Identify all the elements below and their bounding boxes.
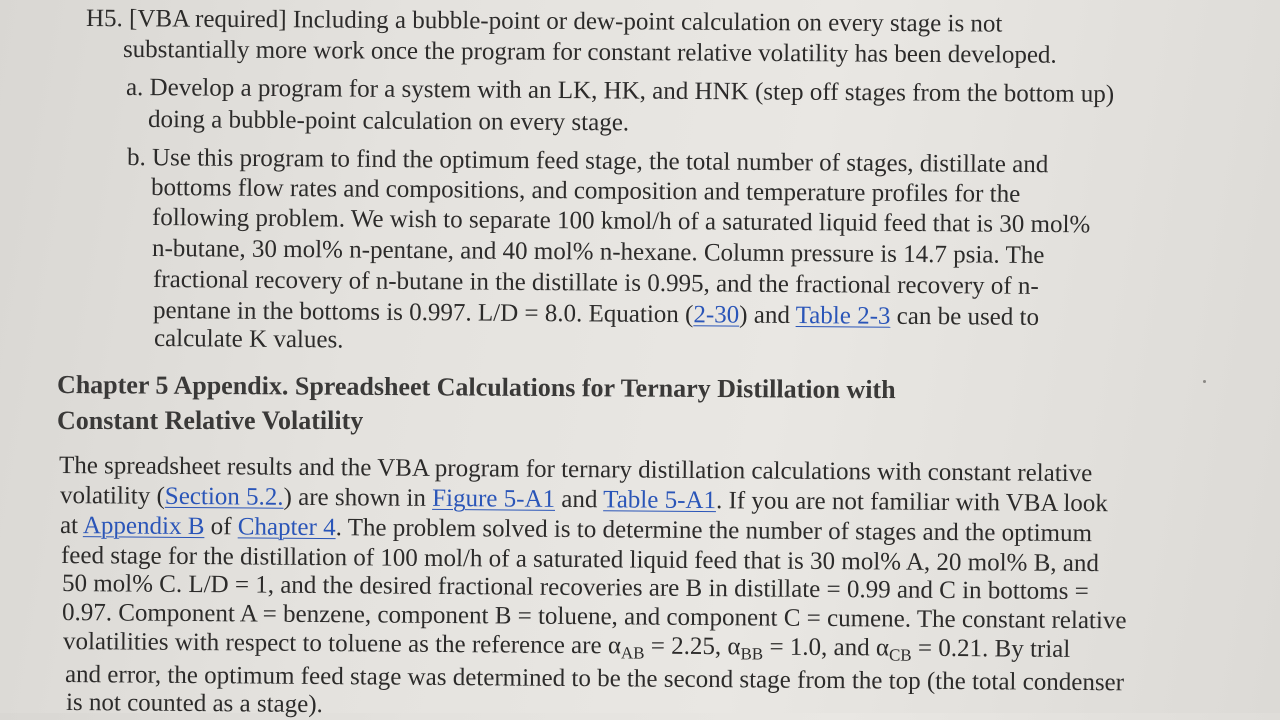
page-speck [1203,380,1206,383]
section-5-2-link[interactable]: Section 5.2. [164,482,284,511]
problem-h5-part-b-line-7: calculate K values. [153,325,344,354]
paragraph-text: ) are shown in [283,483,433,512]
problem-h5-line-1: H5. [VBA required] Including a bubble-point or dew-point calculation on every stage is not [85,5,1003,38]
paragraph-text: volatilities with respect to toluene as the reference are α [62,628,622,660]
appendix-paragraph-line-5: 50 mol% C. L/D = 1, and the desired fractional recoveries are B in distillate = 0.99 and C in bottoms = [61,570,1089,606]
appendix-b-link[interactable]: Appendix B [82,512,205,541]
paragraph-text: of [204,513,238,541]
problem-h5-part-b-line-4: n-butane, 30 mol% n-pentane, and 40 mol% n-hexane. Column pressure is 14.7 psia. The [151,235,1045,270]
problem-text: pentane in the bottoms is 0.997. L/D = 8.0. Equation ( [152,297,694,329]
alpha-ab-subscript: AB [620,643,645,663]
problem-text: can be used to [890,302,1040,331]
problem-text: ) and [739,301,796,330]
chapter-4-link[interactable]: Chapter 4 [237,513,336,542]
equation-2-30-link[interactable]: 2-30 [693,301,740,329]
figure-5-a1-link[interactable]: Figure 5-A1 [432,484,556,513]
problem-h5-part-a-line-1: a. Develop a program for a system with an LK, HK, and HNK (step off stages from the bottom up) [125,74,1115,108]
table-5-a1-link[interactable]: Table 5-A1 [603,486,717,515]
table-2-3-link[interactable]: Table 2-3 [795,302,891,330]
paragraph-text: = 0.21. By trial [911,634,1071,663]
problem-h5-line-2: substantially more work once the program for constant relative volatility has been developed. [122,36,1057,69]
appendix-paragraph-line-4: feed stage for the distillation of 100 mol/h of a saturated liquid feed that is 30 mol% A, 20 mol% B, and [60,542,1100,578]
problem-h5-part-b-line-5: fractional recovery of n-butane in the distillate is 0.995, and the fractional recovery of n- [152,266,1039,300]
problem-h5-part-b-line-2: bottoms flow rates and compositions, and composition and temperature profiles for the [150,174,1021,208]
problem-h5-part-a-line-2: doing a bubble-point calculation on every stage. [147,106,630,137]
paragraph-text: at [59,512,84,540]
paragraph-text: . If you are not familiar with VBA look [715,487,1108,518]
paragraph-text: = 1.0, and α [763,633,890,662]
paragraph-text: volatility ( [59,482,165,510]
appendix-paragraph-line-1: The spreadsheet results and the VBA program for ternary distillation calculations with constant relative [58,452,1093,488]
appendix-heading-line-2: Constant Relative Volatility [57,406,364,435]
alpha-bb-subscript: BB [740,644,764,664]
alpha-cb-subscript: CB [888,645,912,665]
problem-h5-part-b-line-3: following problem. We wish to separate 100 kmol/h of a saturated liquid feed that is 30 mol% [151,204,1091,239]
paragraph-text: and [554,485,604,514]
appendix-paragraph-line-8: and error, the optimum feed stage was determined to be the second stage from the top (the total condenser [64,661,1125,697]
paragraph-text: . The problem solved is to determine the number of stages and the optimum [335,514,1093,548]
appendix-paragraph-line-6: 0.97. Component A = benzene, component B = toluene, and component C = cumene. The constant relative [61,599,1127,635]
paragraph-text: = 2.25, α [644,632,741,661]
problem-h5-part-b-line-1: b. Use this program to find the optimum feed stage, the total number of stages, distillate and [126,144,1049,179]
appendix-heading-line-1: Chapter 5 Appendix. Spreadsheet Calculations for Ternary Distillation with [56,370,896,405]
appendix-paragraph-line-9: is not counted as a stage). [65,689,323,719]
